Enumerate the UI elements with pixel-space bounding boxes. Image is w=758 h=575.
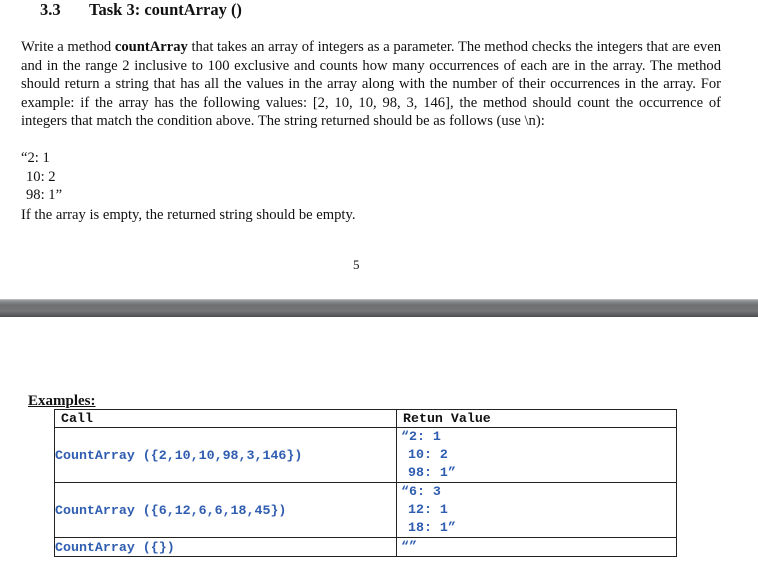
method-name: countArray xyxy=(114,39,188,55)
task-description xyxy=(21,38,721,131)
description-body: that takes an array of integers as a parameter. The method checks the integers that are even and in the range 2 inclusive to 100 exclusive and counts how many occurrences of each are in the array. The method should return a string that has all the values in the array along with the number of their occurrences in the array. For example: if the array has the following values: [2, 10, 10, 98, 3, 146], the method should count the occurrence of integers that match the condition above. The string returned should be as follows (use \n): xyxy=(21,39,721,129)
return-line: 18: 1” xyxy=(408,520,456,535)
example-output-line: 10: 2 xyxy=(26,168,56,185)
example-output-line: 98: 1” xyxy=(26,187,63,203)
return-cell xyxy=(397,483,677,538)
call-header: Call xyxy=(55,410,397,428)
table-row xyxy=(55,428,677,483)
call-cell: CountArray ({}) xyxy=(55,538,397,557)
return-line: 10: 2 xyxy=(408,447,448,462)
return-value-header: Retun Value xyxy=(397,410,677,428)
page-break-bar xyxy=(0,299,758,317)
examples-label: Examples: xyxy=(28,393,96,409)
return-line: “” xyxy=(401,539,417,554)
call-cell: CountArray ({6,12,6,6,18,45}) xyxy=(55,483,397,538)
return-line: “2: 1 xyxy=(401,429,441,444)
description-intro: Write a method xyxy=(21,39,115,55)
section-title: Task 3: countArray () xyxy=(89,0,242,19)
call-cell: CountArray ({2,10,10,98,3,146}) xyxy=(55,428,397,483)
example-output xyxy=(21,149,62,205)
examples-table xyxy=(54,409,677,557)
return-cell xyxy=(397,538,677,557)
table-header-row xyxy=(55,410,677,428)
table-row xyxy=(55,483,677,538)
return-cell xyxy=(397,428,677,483)
table-row xyxy=(55,538,677,557)
return-line: 12: 1 xyxy=(408,502,448,517)
empty-array-note: If the array is empty, the returned string should be empty. xyxy=(21,207,356,223)
return-line: 98: 1” xyxy=(408,465,456,480)
return-line: “6: 3 xyxy=(401,484,441,499)
example-output-line: “2: 1 xyxy=(21,150,50,166)
page-number: 5 xyxy=(353,257,360,272)
section-number: 3.3 xyxy=(40,0,61,19)
section-heading xyxy=(40,0,242,20)
